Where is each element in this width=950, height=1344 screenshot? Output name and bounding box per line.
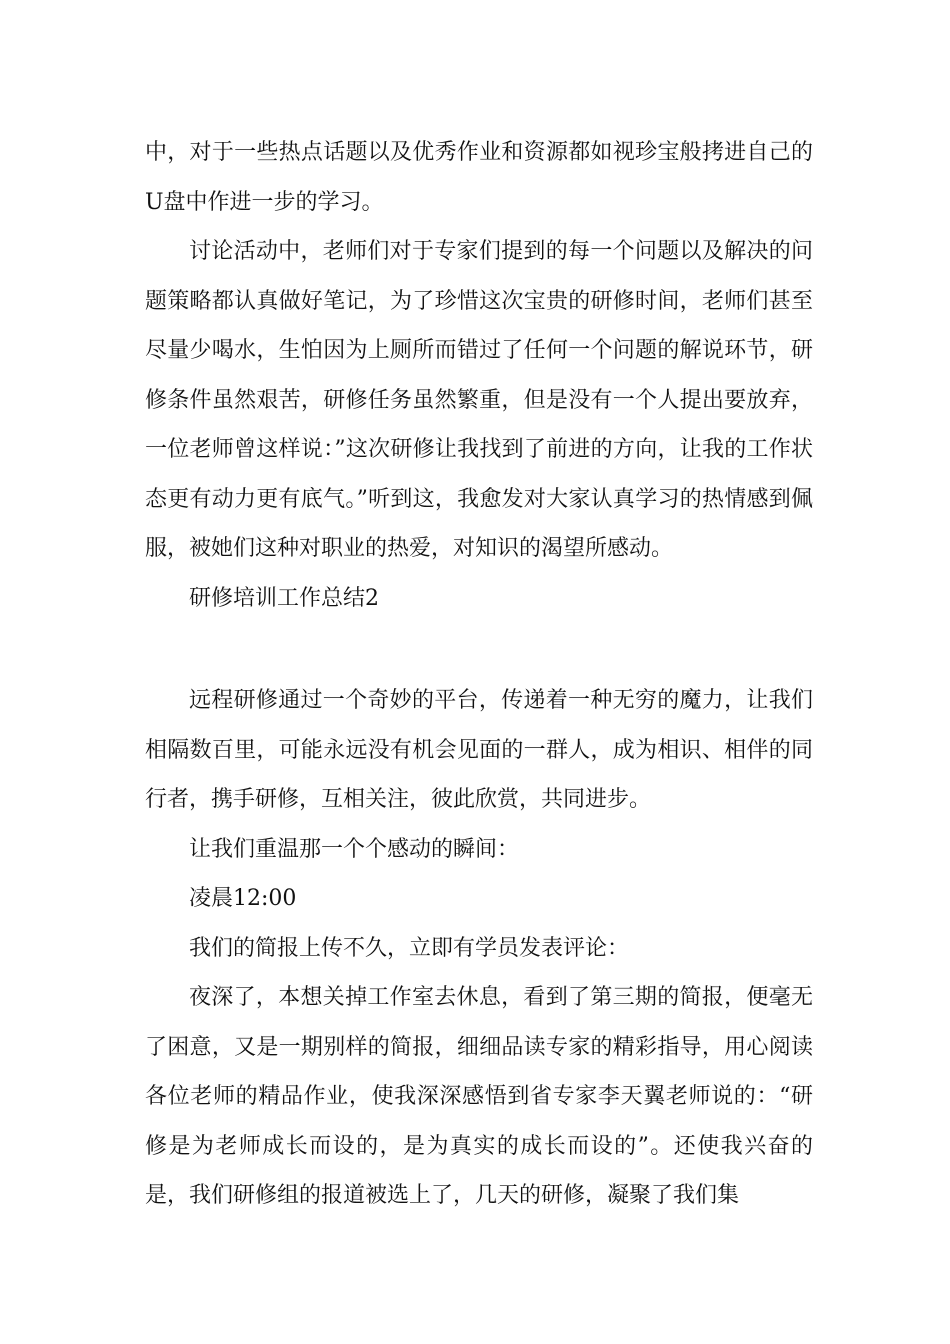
paragraph-moments-intro: 让我们重温那一个个感动的瞬间：	[189, 836, 520, 862]
section-heading: 研修培训工作总结2	[189, 585, 379, 611]
paragraph-remote-training: 远程研修通过一个奇妙的平台，传递着一种无穷的魔力，让我们相隔数百里，可能永远没有机会见面的一群人，成为相识、相伴的同行者，携手研修，互相关注，彼此欣赏，共同进步。	[145, 688, 813, 812]
paragraph-continuation: 中，对于一些热点话题以及优秀作业和资源都如视珍宝般拷进自己的U盘中作进一步的学习。	[145, 140, 813, 215]
blank-line	[145, 623, 813, 676]
paragraph-time: 凌晨12:00	[189, 886, 297, 911]
paragraph-discussion: 讨论活动中，老师们对于专家们提到的每一个问题以及解决的问题策略都认真做好笔记，为了珍惜这次宝贵的研修时间，老师们甚至尽量少喝水，生怕因为上厕所而错过了任何一个问题的解说环节，研修条件虽然艰苦，研修任务虽然繁重，但是没有一个人提出要放弃，一位老师曾这样说：”这次研修让我找到了前进的方向，让我的工作状态更有动力更有底气。”听到这，我愈发对大家认真学习的热情感到佩服，被她们这种对职业的热爱，对知识的渴望所感动。	[145, 239, 813, 561]
paragraph-comment: 夜深了，本想关掉工作室去休息，看到了第三期的简报，便毫无了困意，又是一期别样的简报，细细品读专家的精彩指导，用心阅读各位老师的精品作业，使我深深感悟到省专家李天翼老师说的：“研修是为老师成长而设的，是为真实的成长而设的”。还使我兴奋的是，我们研修组的报道被选上了，几天的研修，凝聚了我们集	[145, 985, 813, 1208]
document-body	[145, 128, 813, 1221]
paragraph-comment-intro: 我们的简报上传不久，立即有学员发表评论：	[189, 935, 630, 961]
